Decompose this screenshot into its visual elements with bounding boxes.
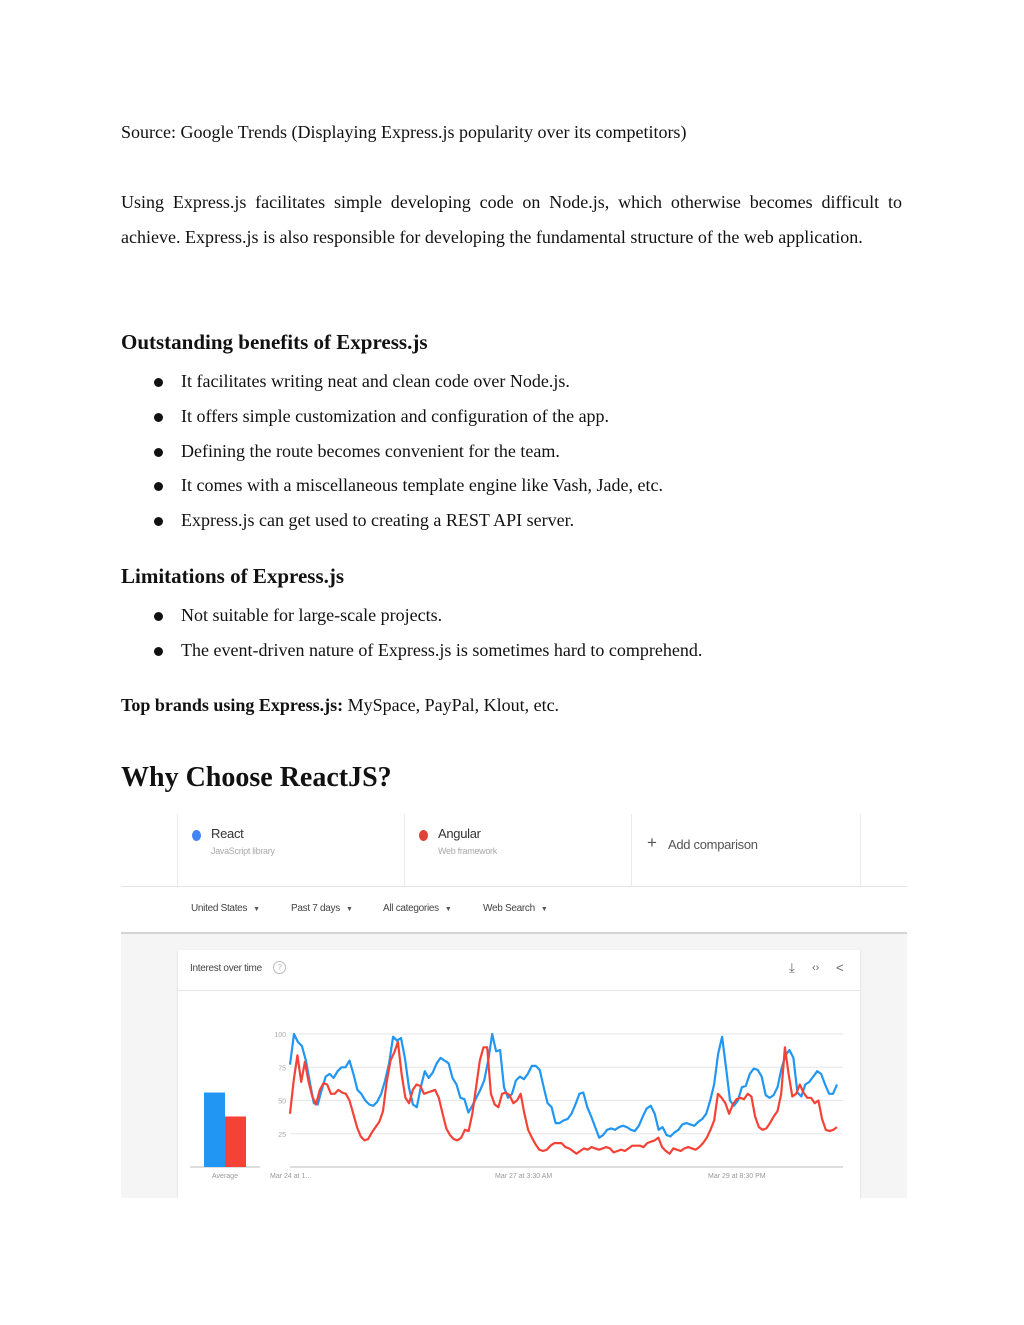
list-item-text: Not suitable for large-scale projects. (181, 605, 443, 625)
list-item (121, 598, 702, 633)
term-subtitle: JavaScript library (211, 846, 275, 856)
series-line-angular (290, 1042, 837, 1154)
filter-label: United States (191, 903, 248, 914)
benefits-list (121, 364, 663, 538)
x-tick-label: Mar 27 at 3:30 AM (495, 1173, 553, 1180)
plus-icon: + (647, 833, 657, 852)
list-item (121, 399, 663, 434)
card-title: Interest over time (190, 963, 262, 974)
filter-label: All categories (383, 903, 439, 914)
limitations-list (121, 598, 702, 668)
dropdown-caret-icon: ▼ (444, 906, 452, 913)
comparison-terms-bar (121, 810, 907, 887)
list-item-text: It offers simple customization and configuration of the app. (181, 405, 610, 426)
list-item (121, 434, 663, 469)
card-header (178, 950, 860, 991)
filter-timeframe[interactable] (291, 903, 353, 914)
average-bar-react (204, 1093, 225, 1167)
list-item-text: Defining the route becomes convenient for the team. (181, 440, 560, 461)
y-tick-label: 50 (278, 1098, 286, 1106)
dropdown-caret-icon: ▼ (540, 906, 548, 913)
y-tick-label: 75 (278, 1065, 286, 1073)
list-item (121, 503, 663, 538)
add-comparison-button[interactable] (631, 814, 861, 886)
list-item (121, 468, 663, 503)
y-tick-label: 100 (274, 1032, 286, 1039)
term-name: Angular (438, 826, 481, 841)
dropdown-caret-icon: ▼ (345, 906, 353, 913)
top-brands-value: MySpace, PayPal, Klout, etc. (343, 695, 560, 715)
average-label: Average (212, 1173, 238, 1180)
source-caption: Source: Google Trends (Displaying Express.js popularity over its competitors) (121, 122, 687, 142)
list-item-text: It facilitates writing neat and clean code over Node.js. (181, 371, 570, 391)
limitations-heading: Limitations of Express.js (121, 564, 345, 588)
share-icon[interactable]: < (836, 960, 844, 975)
x-tick-label: Mar 29 at 8:30 PM (708, 1173, 766, 1180)
filter-region[interactable] (191, 903, 260, 914)
benefits-heading: Outstanding benefits of Express.js (121, 330, 428, 354)
filter-category[interactable] (383, 903, 451, 914)
dropdown-caret-icon: ▼ (253, 906, 260, 913)
bullet-icon (154, 647, 163, 656)
bullet-icon (154, 448, 163, 457)
filter-label: Web Search (483, 903, 535, 914)
filter-label: Past 7 days (291, 903, 340, 914)
bullet-icon (154, 378, 163, 387)
bullet-icon (154, 482, 163, 491)
help-circle-icon[interactable]: ? (273, 961, 286, 974)
average-bar-angular (225, 1116, 246, 1167)
list-item-text: The event-driven nature of Express.js is sometimes hard to comprehend. (181, 639, 703, 660)
list-item (121, 633, 702, 668)
intro-paragraph: Using Express.js facilitates simple developing code on Node.js, which otherwise becomes difficult to achieve. Express.js is also responsible for developing the fundamental structure of the web application. (121, 192, 902, 247)
google-trends-figure (121, 810, 907, 1198)
term-react[interactable] (177, 814, 405, 886)
filters-bar (121, 887, 907, 934)
section-title: Why Choose ReactJS? (121, 762, 392, 793)
bullet-icon (154, 413, 163, 422)
bullet-icon (154, 517, 163, 526)
term-name: React (211, 826, 244, 841)
term-angular[interactable] (404, 814, 632, 886)
code-icon[interactable]: ‹› (812, 962, 820, 974)
top-brands-line (121, 688, 902, 723)
filter-search-type[interactable] (483, 903, 548, 914)
interest-over-time-card (178, 950, 860, 1198)
react-color-dot-icon (192, 830, 201, 841)
list-item (121, 364, 663, 399)
trends-body (121, 934, 907, 1198)
term-subtitle: Web framework (438, 846, 497, 856)
download-icon[interactable]: ⤓ (789, 960, 795, 975)
top-brands-label: Top brands using Express.js: (121, 695, 344, 715)
bullet-icon (154, 612, 163, 621)
interest-chart (178, 990, 860, 1198)
list-item-text: Express.js can get used to creating a REST API server. (181, 510, 575, 531)
y-tick-label: 25 (278, 1131, 286, 1139)
add-comparison-label: Add comparison (668, 837, 758, 852)
list-item-text: It comes with a miscellaneous template engine like Vash, Jade, etc. (181, 475, 664, 496)
series-line-react (290, 1034, 837, 1138)
x-tick-label: Mar 24 at 1... (270, 1173, 312, 1180)
angular-color-dot-icon (419, 830, 428, 841)
